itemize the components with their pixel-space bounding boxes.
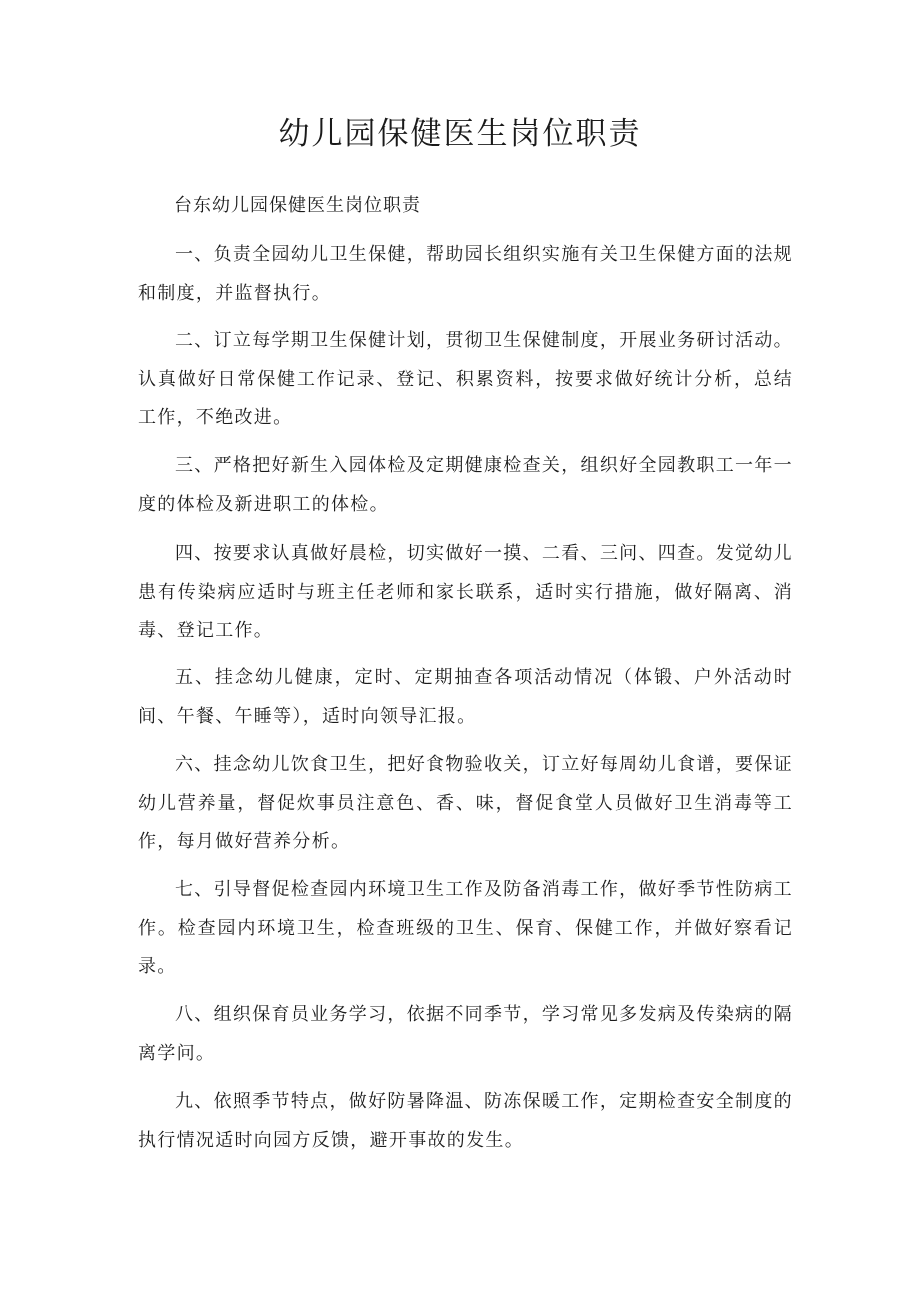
paragraph-2: 二、订立每学期卫生保健计划，贯彻卫生保健制度，开展业务研讨活动。认真做好日常保健工作记录、登记、积累资料，按要求做好统计分析，总结工作，不绝改进。: [138, 330, 793, 428]
paragraph-6: 六、挂念幼儿饮食卫生，把好食物验收关，订立好每周幼儿食谱，要保证幼儿营养量，督促炊事员注意色、香、味，督促食堂人员做好卫生消毒等工作，每月做好营养分析。: [138, 754, 793, 852]
paragraph-4: 四、按要求认真做好晨检，切实做好一摸、二看、三问、四查。发觉幼儿患有传染病应适时与班主任老师和家长联系，适时实行措施，做好隔离、消毒、登记工作。: [138, 543, 793, 641]
paragraph-8: 八、组织保育员业务学习，依据不同季节，学习常见多发病及传染病的隔离学问。: [138, 1004, 793, 1064]
document-subtitle: 台东幼儿园保健医生岗位职责: [174, 195, 421, 216]
paragraph-9: 九、依照季节特点，做好防暑降温、防冻保暖工作，定期检查安全制度的执行情况适时向园方反馈，避开事故的发生。: [138, 1091, 793, 1151]
paragraph-1: 一、负责全园幼儿卫生保健，帮助园长组织实施有关卫生保健方面的法规和制度，并监督执行。: [138, 244, 793, 304]
document-title: 幼儿园保健医生岗位职责: [278, 116, 642, 152]
paragraph-3: 三、严格把好新生入园体检及定期健康检查关，组织好全园教职工一年一度的体检及新进职工的体检。: [138, 455, 793, 515]
paragraph-7: 七、引导督促检查园内环境卫生工作及防备消毒工作，做好季节性防病工作。检查园内环境卫生，检查班级的卫生、保育、保健工作，并做好察看记录。: [138, 879, 793, 977]
paragraph-5: 五、挂念幼儿健康，定时、定期抽查各项活动情况（体锻、户外活动时间、午餐、午睡等），适时向领导汇报。: [138, 667, 793, 727]
